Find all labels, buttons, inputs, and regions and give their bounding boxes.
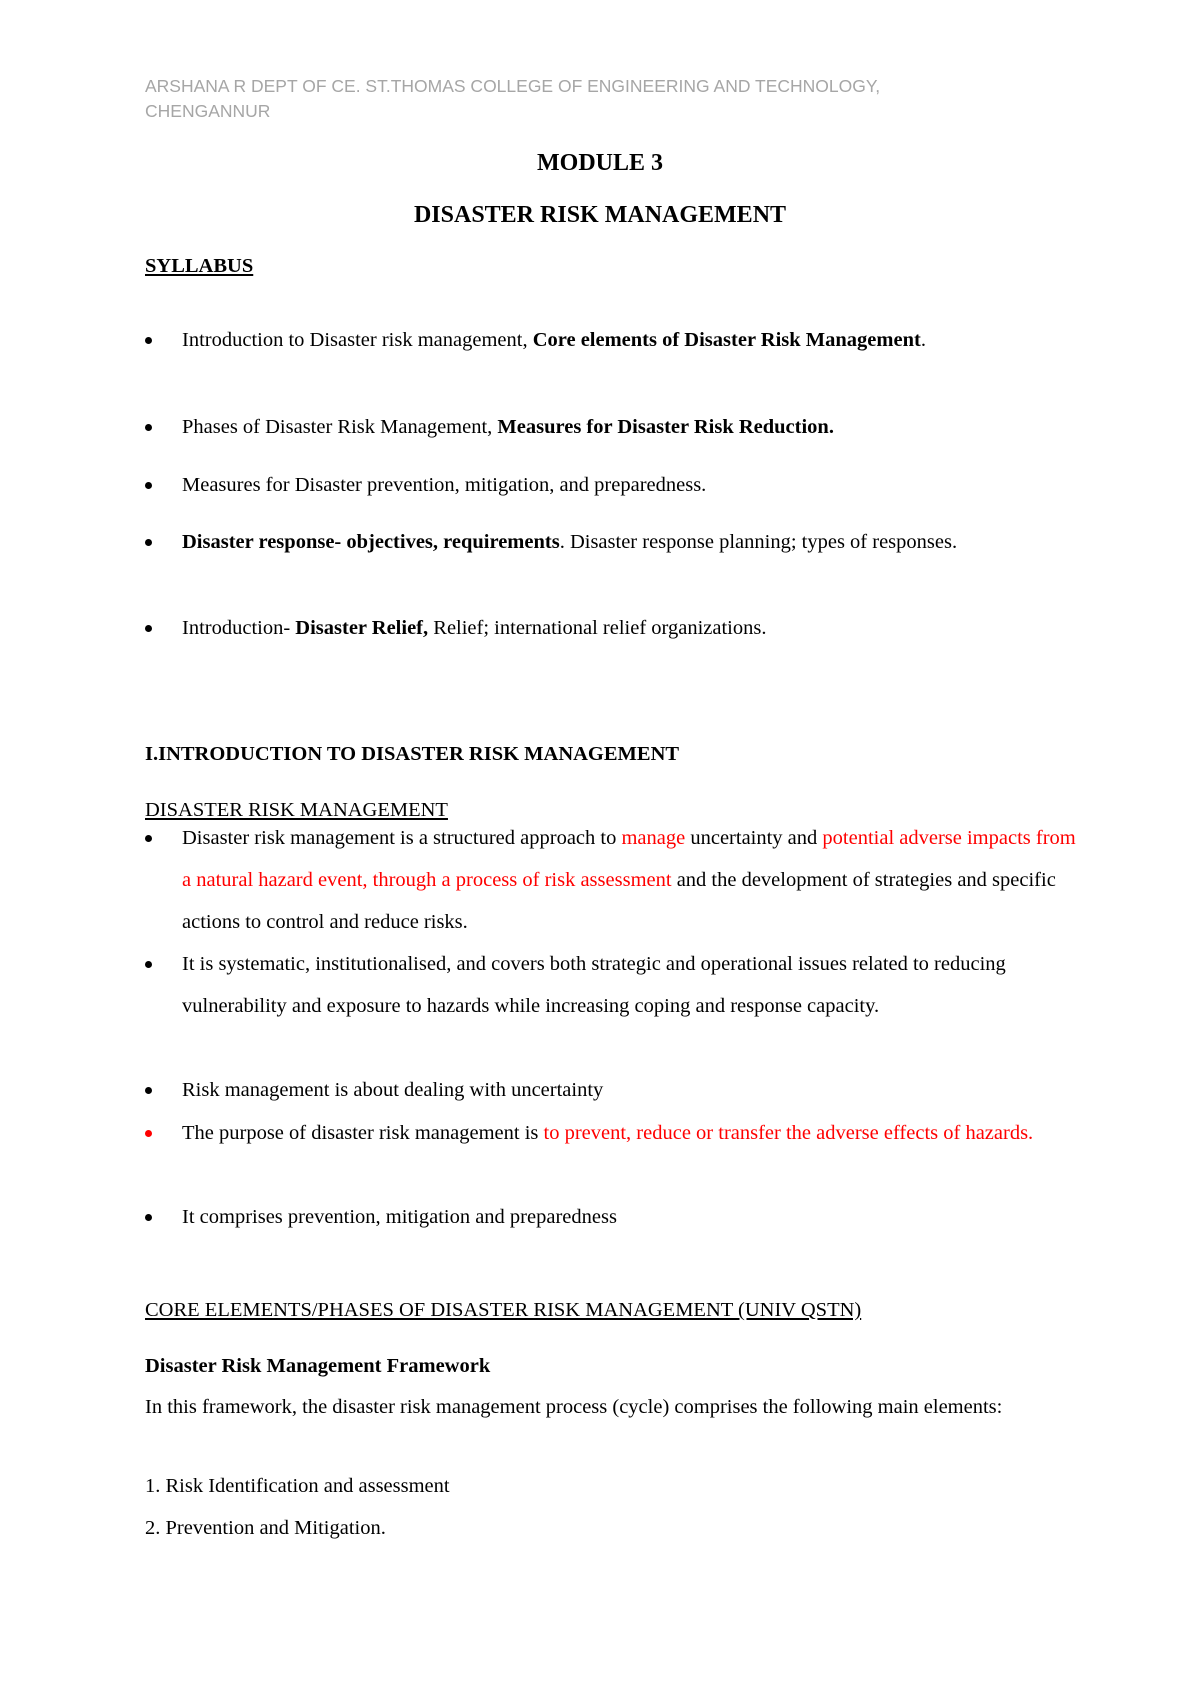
framework-intro: In this framework, the disaster risk management process (cycle) comprises the following main elements: <box>145 1396 1003 1418</box>
module-title: MODULE 3 <box>537 150 663 176</box>
syllabus-heading: SYLLABUS <box>145 255 254 277</box>
framework-list-item-1: 1. Risk Identification and assessment <box>145 1475 450 1497</box>
bullet-icon <box>145 424 152 431</box>
framework-list-item-2: 2. Prevention and Mitigation. <box>145 1517 386 1539</box>
bullet-icon <box>145 1130 152 1137</box>
bullet-icon <box>145 482 152 489</box>
bullet-icon <box>145 625 152 632</box>
header-line-1: ARSHANA R DEPT OF CE. ST.THOMAS COLLEGE OF ENGINEERING AND TECHNOLOGY, <box>145 76 881 96</box>
bullet-icon <box>145 337 152 344</box>
subject-title: DISASTER RISK MANAGEMENT <box>413 202 787 228</box>
bullet-icon <box>145 539 152 546</box>
framework-title: Disaster Risk Management Framework <box>145 1355 491 1377</box>
bullet-icon <box>145 961 152 968</box>
running-header <box>145 74 1105 124</box>
section-heading: I.INTRODUCTION TO DISASTER RISK MANAGEMENT <box>145 743 680 765</box>
bullet-icon <box>145 1214 152 1221</box>
section-subheading: DISASTER RISK MANAGEMENT <box>145 799 448 821</box>
document-page: ARSHANA R DEPT OF CE. ST.THOMAS COLLEGE OF ENGINEERING AND TECHNOLOGY, CHENGANNUR MODULE 3 DISASTER RISK MANAGEMENT SYLLABUS Introduction to Disaster risk management, Core elements of Disaster Risk Management. Phases of Disaster Risk Management, Measures for Disaster Risk Reduction. Measures for Disaster prevention, mitigation, and preparedness. Disaster response- objectives, requirements. Disaster response planning; types of responses. Introduction- Disaster Relief, Relief; international relief organizations. I.INTRODUCTION TO DISASTER RISK MANAGEMENT DISASTER RISK MANAGEMENT Disaster risk management is a structured approach to manage uncertainty and potential adverse impacts from a natural hazard event, through a process of risk assessment and the development of strategies and specific actions to control and reduce risks. It is systematic, institutionalised, and covers both strategic and operational issues related to reducing vulnerability and exposure to hazards while increasing coping and response capacity. Risk management is about dealing with uncertainty The purpose of disaster risk management is to prevent, reduce or transfer the adverse effects of hazards. It comprises prevention, mitigation and preparedness CORE ELEMENTS/PHASES OF DISASTER RISK MANAGEMENT (UNIV QSTN) Disaster Risk Management Framework In this framework, the disaster risk management process (cycle) comprises the following main elements: 1. Risk Identification and assessment 2. Prevention and Mitigation. <box>0 0 1200 1696</box>
bullet-icon <box>145 835 152 842</box>
bullet-icon <box>145 1087 152 1094</box>
section-heading-2: CORE ELEMENTS/PHASES OF DISASTER RISK MANAGEMENT (UNIV QSTN) <box>145 1299 862 1321</box>
header-line-2: CHENGANNUR <box>145 101 271 121</box>
